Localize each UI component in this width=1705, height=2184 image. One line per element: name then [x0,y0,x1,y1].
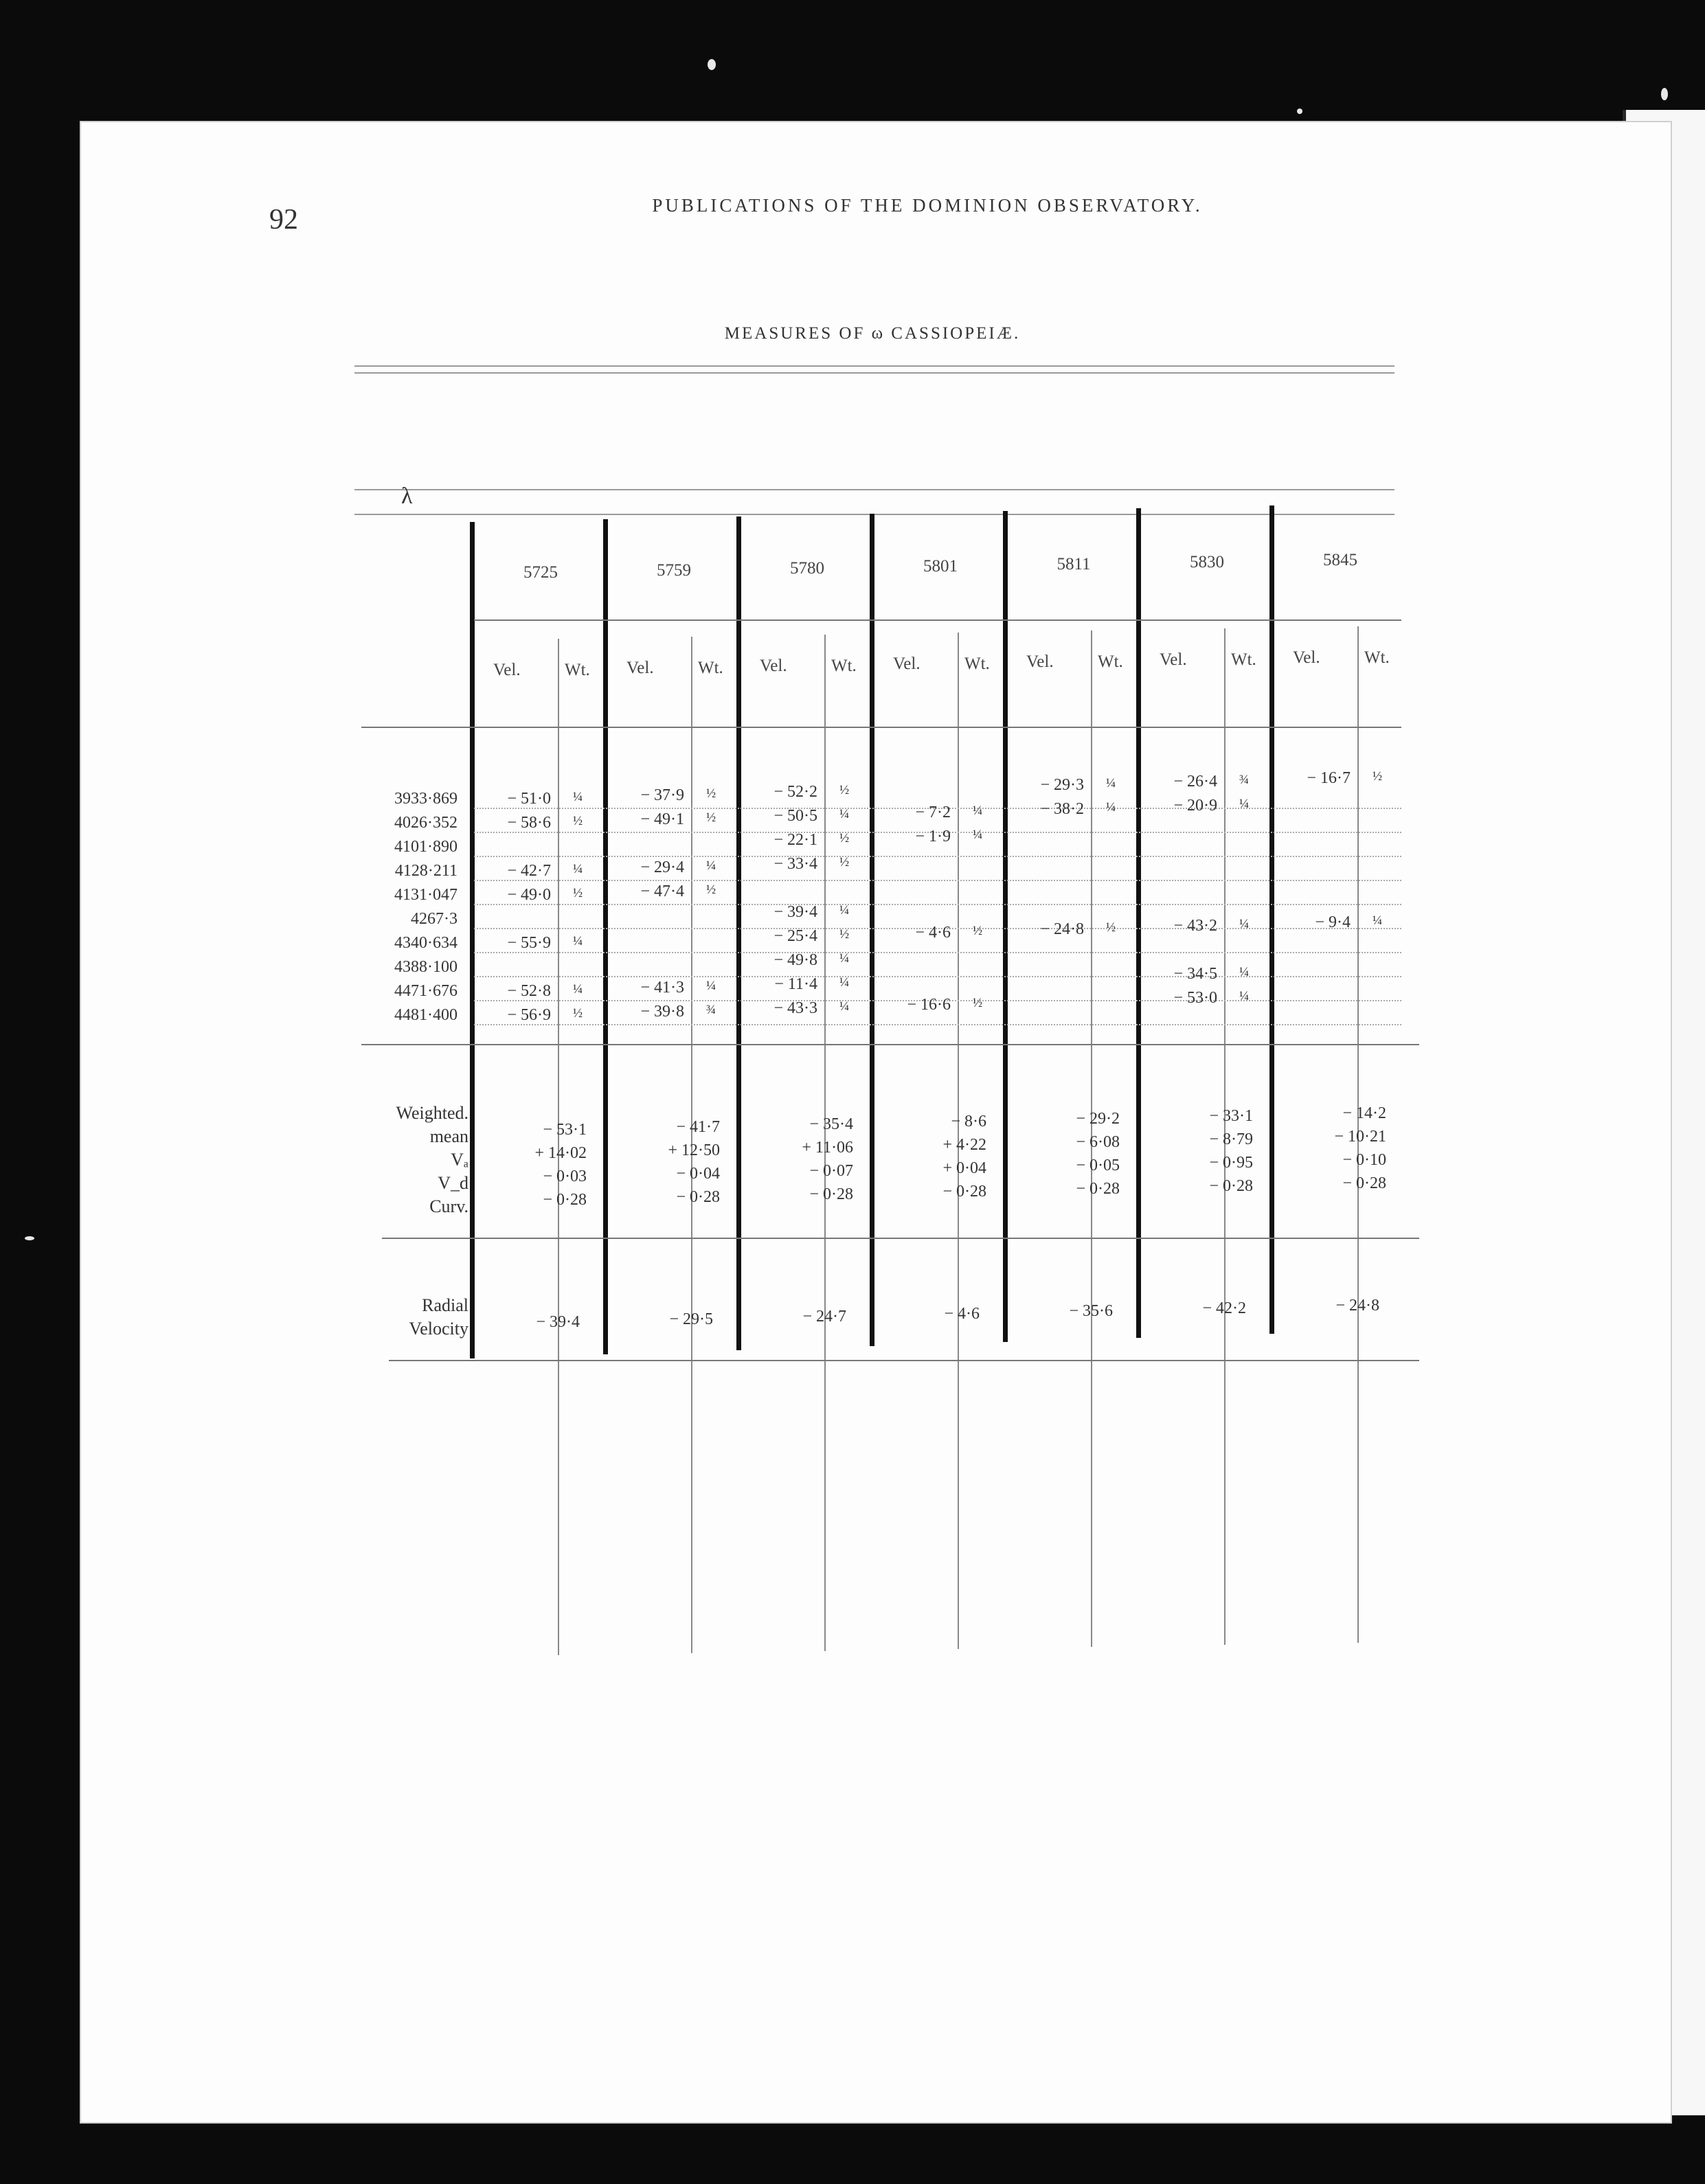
weight-cell: ¼ [972,828,983,842]
summary-value: − 0·28 [1076,1180,1120,1198]
velocity-cell: − 51·0 [507,790,551,808]
velocity-cell: − 52·8 [507,982,551,1000]
velocity-cell: − 11·4 [774,975,817,993]
weight-cell: ½ [705,883,716,897]
header-rule [354,365,1395,367]
weight-cell: ½ [1372,769,1383,784]
wt-column-header: Wt. [1364,648,1390,667]
summary-value: − 0·28 [543,1191,587,1209]
summary-value: − 53·1 [543,1121,587,1139]
vel-column-header: Vel. [760,657,787,675]
wavelength-label: 4471·676 [394,982,458,1000]
summary-value: − 35·4 [809,1115,853,1133]
weight-cell: ½ [839,831,850,845]
velocity-cell: − 39·4 [774,903,817,921]
wavelength-label: 4026·352 [394,814,458,832]
plate-number-header: 5845 [1323,551,1357,569]
wavelength-label: 3933·869 [394,790,458,808]
weight-cell: ¼ [1105,776,1116,790]
row-leader [474,856,1401,857]
weight-cell: ¼ [839,999,850,1014]
summary-value: − 0·04 [676,1165,720,1183]
velocity-cell: − 49·1 [640,810,684,828]
dust-speck [708,59,716,70]
velocity-cell: − 37·9 [640,786,684,804]
column-separator [1003,511,1008,1342]
radial-rule [382,1238,1419,1239]
summary-value: + 11·06 [802,1139,853,1157]
weight-cell: ¼ [1372,913,1383,928]
subheader-rule [361,727,1401,728]
velocity-cell: − 47·4 [640,883,684,900]
wt-column-header: Wt. [964,655,990,673]
velocity-cell: − 49·8 [774,951,817,969]
row-leader [474,952,1401,953]
column-separator [1136,508,1141,1338]
table-top-rule [354,514,1395,515]
table-bottom-rule [389,1360,1419,1361]
velocity-cell: − 26·4 [1173,773,1217,790]
summary-value: − 0·05 [1076,1157,1120,1174]
weight-cell: ¼ [839,903,850,918]
radial-velocity-value: − 39·4 [536,1313,580,1331]
velocity-cell: − 43·2 [1173,917,1217,935]
weighted-label: Weighted. [396,1103,468,1123]
weight-cell: ½ [572,886,583,900]
weight-cell: ¼ [972,804,983,818]
plate-header-rule [474,619,1401,621]
velocity-cell: − 33·4 [774,855,817,873]
summary-value: − 0·95 [1209,1154,1253,1172]
velocity-cell: − 43·3 [774,999,817,1017]
summary-value: − 0·28 [1209,1177,1253,1195]
dust-speck [1661,88,1668,100]
weight-cell: ¼ [705,858,716,873]
velocity-cell: − 9·4 [1315,913,1351,931]
velocity-cell: − 39·8 [640,1003,684,1021]
radial-velocity-value: − 35·6 [1069,1302,1113,1320]
summary-value: − 41·7 [676,1118,720,1136]
radial-velocity-value: − 24·7 [802,1308,846,1326]
weight-cell: ¼ [705,979,716,993]
vel-column-header: Vel. [1293,648,1320,667]
velocity-cell: − 25·4 [774,927,817,945]
velocity-cell: − 41·3 [640,979,684,997]
velocity-cell: − 7·2 [915,804,951,821]
weight-cell: ½ [572,1006,583,1021]
velocity-cell: − 58·6 [507,814,551,832]
wavelength-label: 4388·100 [394,958,458,976]
weight-cell: ¼ [839,975,850,990]
weight-cell: ¼ [572,982,583,997]
table-top-rule [354,489,1395,490]
row-leader [474,904,1401,905]
row-leader [474,976,1401,977]
page-number: 92 [269,204,298,236]
velocity-cell: − 29·3 [1040,776,1084,794]
weight-cell: ¼ [1239,989,1250,1003]
wt-column-header: Wt. [1231,650,1256,669]
vel-column-header: Vel. [493,661,521,679]
velocity-cell: − 34·5 [1173,965,1217,983]
document-page [80,121,1672,2124]
weight-cell: ¼ [839,807,850,821]
curv-label: Curv. [429,1196,468,1216]
summary-value: + 0·04 [942,1159,986,1177]
wavelength-label: 4128·211 [394,862,458,880]
summary-value: − 33·1 [1209,1107,1253,1125]
table-title: MEASURES OF ω CASSIOPEIÆ. [724,324,1021,343]
weight-cell: ¼ [1239,917,1250,931]
row-leader [474,880,1401,881]
column-separator [1269,505,1274,1334]
summary-rule [361,1044,1419,1045]
summary-value: − 0·07 [809,1162,853,1180]
summary-value: − 0·28 [942,1183,986,1201]
velocity-cell: − 1·9 [915,828,951,845]
weight-cell: ½ [839,855,850,869]
plate-number-header: 5780 [790,559,824,578]
wt-column-header: Wt. [698,659,723,677]
wavelength-label: 4481·400 [394,1006,458,1024]
summary-value: − 0·28 [676,1188,720,1206]
plate-number-header: 5830 [1190,553,1224,571]
summary-value: − 29·2 [1076,1110,1120,1128]
radial-velocity-value: − 4·6 [944,1305,980,1323]
velocity-cell: − 4·6 [915,924,951,942]
radial-velocity-value: − 42·2 [1202,1299,1246,1317]
header-rule [354,372,1395,374]
velocity-cell: − 24·8 [1040,920,1084,938]
velocity-cell: − 16·6 [907,996,951,1014]
weight-cell: ½ [572,814,583,828]
va-label: Vₐ [451,1150,468,1170]
summary-value: − 10·21 [1334,1128,1386,1146]
velocity-cell: − 53·0 [1173,989,1217,1007]
column-separator [870,514,874,1346]
weight-cell: ¼ [572,790,583,804]
weight-cell: ¼ [572,934,583,948]
vel-column-header: Vel. [1160,650,1187,669]
velocity-cell: − 29·4 [640,858,684,876]
weight-cell: ¼ [1239,797,1250,811]
vel-column-header: Vel. [626,659,654,677]
summary-value: + 14·02 [534,1144,587,1162]
velocity-cell: − 49·0 [507,886,551,904]
dust-speck [1297,109,1302,114]
weight-cell: ½ [705,786,716,801]
weight-cell: ½ [705,810,716,825]
velocity-cell: − 38·2 [1040,800,1084,818]
plate-number-header: 5801 [923,557,958,576]
summary-value: + 12·50 [668,1141,720,1159]
weight-cell: ½ [972,996,983,1010]
velocity-cell: − 50·5 [774,807,817,825]
velocity-label: Velocity [409,1319,468,1339]
radial-label: Radial [422,1295,468,1315]
summary-value: − 14·2 [1342,1104,1386,1122]
velocity-cell: − 56·9 [507,1006,551,1024]
velocity-cell: − 55·9 [507,934,551,952]
running-head: PUBLICATIONS OF THE DOMINION OBSERVATORY. [652,195,1203,216]
velocity-cell: − 42·7 [507,862,551,880]
summary-value: − 0·28 [809,1185,853,1203]
summary-value: − 6·08 [1076,1133,1120,1151]
weight-cell: ¼ [1105,800,1116,815]
summary-value: − 0·03 [543,1168,587,1185]
vd-label: V_d [438,1173,468,1193]
vel-column-header: Vel. [1026,652,1054,671]
weight-cell: ¾ [1239,773,1250,787]
summary-value: + 4·22 [942,1136,986,1154]
weight-cell: ½ [839,927,850,942]
wavelength-label: 4101·890 [394,838,458,856]
column-separator [603,519,608,1354]
weight-cell: ¼ [572,862,583,876]
wt-column-header: Wt. [565,661,590,679]
mean-label: mean [429,1126,468,1146]
row-leader [474,1024,1401,1025]
column-separator [470,522,475,1358]
summary-value: − 0·28 [1342,1174,1386,1192]
plate-number-header: 5811 [1057,555,1091,573]
summary-value: − 0·10 [1342,1151,1386,1169]
velocity-cell: − 20·9 [1173,797,1217,815]
velocity-cell: − 16·7 [1307,769,1351,787]
velocity-cell: − 52·2 [774,783,817,801]
radial-velocity-value: − 24·8 [1335,1297,1379,1315]
weight-cell: ½ [839,783,850,797]
weight-cell: ½ [1105,920,1116,935]
weight-cell: ¼ [839,951,850,966]
wt-column-header: Wt. [831,657,857,675]
velocity-cell: − 22·1 [774,831,817,849]
plate-number-header: 5725 [523,563,558,582]
lambda-column-header: λ [401,484,413,509]
plate-number-header: 5759 [657,561,691,580]
column-separator [736,516,741,1350]
dust-speck [25,1236,34,1240]
radial-velocity-value: − 29·5 [669,1310,713,1328]
weight-cell: ½ [972,924,983,938]
weight-cell: ¼ [1239,965,1250,979]
weight-cell: ¾ [705,1003,716,1017]
wavelength-label: 4131·047 [394,886,458,904]
summary-value: − 8·6 [951,1113,986,1130]
summary-value: − 8·79 [1209,1130,1253,1148]
wavelength-label: 4340·634 [394,934,458,952]
vel-column-header: Vel. [893,655,921,673]
wavelength-label: 4267·3 [411,910,458,928]
wt-column-header: Wt. [1098,652,1123,671]
